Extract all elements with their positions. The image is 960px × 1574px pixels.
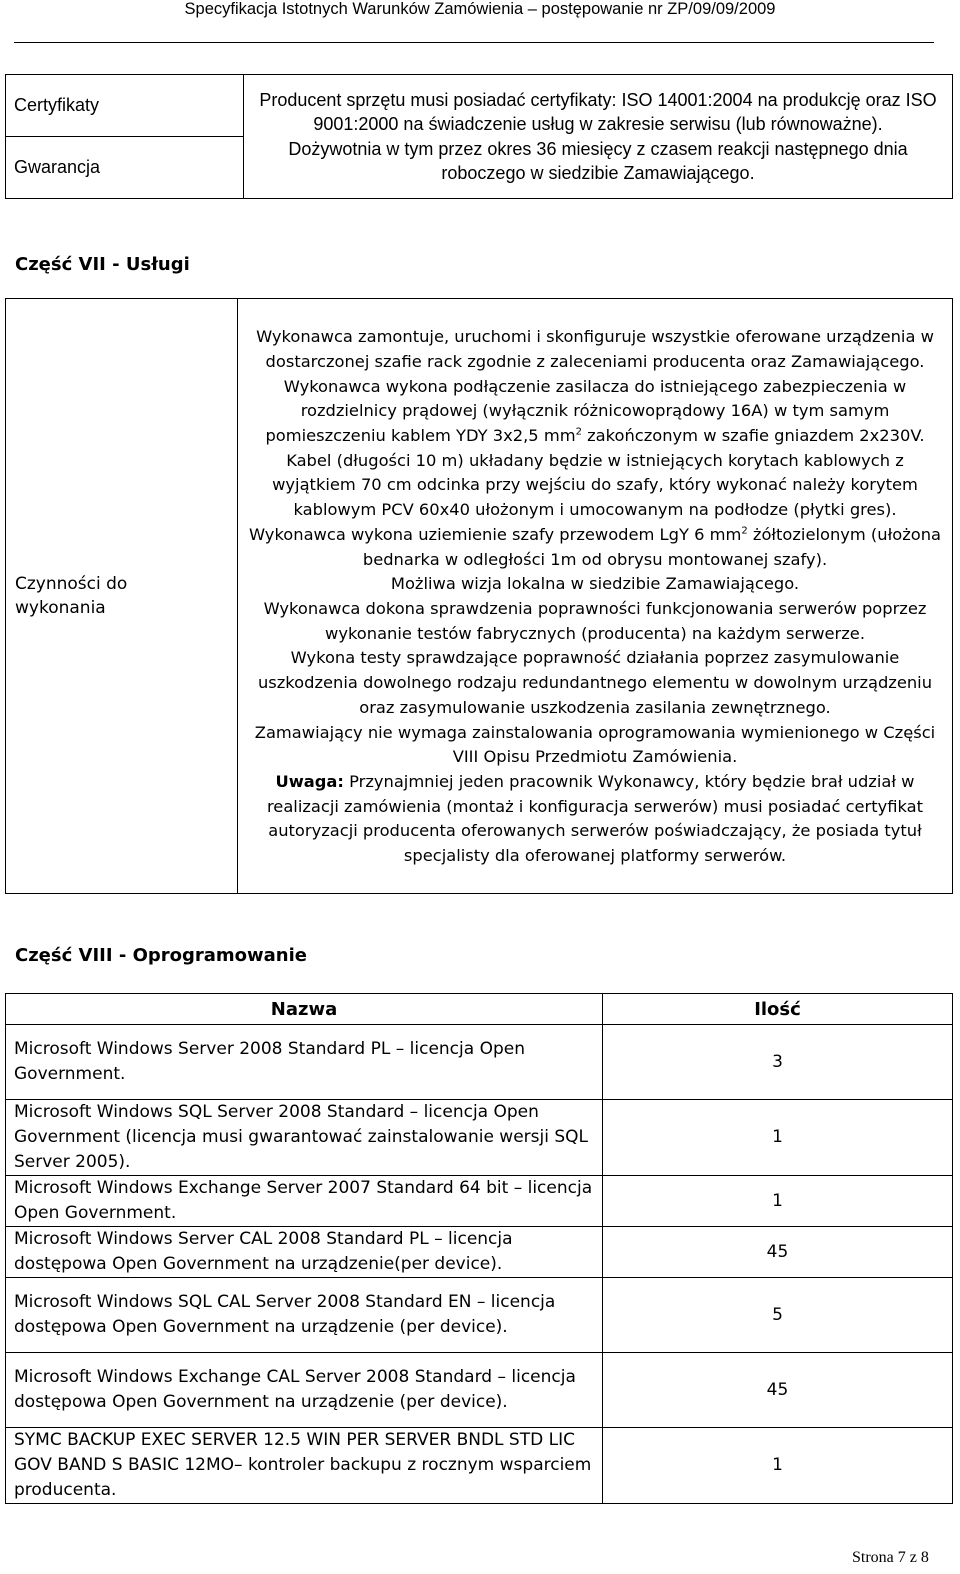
row-label-cell	[6, 299, 238, 894]
page-header: Specyfikacja Istotnych Warunków Zamówienia – postępowanie nr ZP/09/09/2009	[184, 0, 776, 18]
software-qty: 45	[603, 1227, 953, 1278]
software-qty: 3	[603, 1025, 953, 1100]
software-qty: 1	[603, 1100, 953, 1176]
row-value-cell	[238, 299, 953, 894]
column-header-qty: Ilość	[603, 994, 953, 1025]
text-run: Wykonawca wykona podłączenie zasilacza do istniejącego zabezpieczenia w rozdzielnicy prądowej (wyłącznik różnicowoprądowy 16A) w tym samym pomieszczeniu kablem YDY 3x2,5 mm	[265, 376, 907, 446]
table-row	[6, 1227, 953, 1278]
gwarancja-value: Dożywotnia w tym przez okres 36 miesięcy z czasem reakcji następnego dnia roboczego w siedzibie Zamawiającego.	[288, 138, 908, 183]
table-row	[6, 1176, 953, 1227]
software-name: Microsoft Windows Server 2008 Standard PL – licencja Open Government.	[6, 1025, 603, 1100]
software-name: SYMC BACKUP EXEC SERVER 12.5 WIN PER SERVER BNDL STD LIC GOV BAND S BASIC 12MO– kontroler backupu z rocznym wsparciem producenta.	[6, 1428, 603, 1504]
table-row	[6, 1025, 953, 1100]
certyfikaty-value: Producent sprzętu musi posiadać certyfikaty: ISO 14001:2004 na produkcję oraz ISO 9001:2000 na świadczenie usług w zakresie serwisu (lub równoważne).	[259, 89, 937, 134]
table-row	[6, 1428, 953, 1504]
software-name: Microsoft Windows Exchange Server 2007 Standard 64 bit – licencja Open Government.	[6, 1176, 603, 1227]
requirements-table	[5, 74, 953, 199]
note-label: Uwaga:	[275, 771, 344, 791]
table-row	[6, 75, 953, 137]
column-header-name: Nazwa	[6, 994, 603, 1025]
text-run: żółtozielonym (ułożona bednarka w odległości 1m od obrysu montowanej szafy).	[362, 524, 941, 569]
paragraph: Możliwa wizja lokalna w siedzibie Zamawiającego.	[390, 574, 800, 594]
table-row	[6, 1278, 953, 1353]
certyfikaty-label: Certyfikaty	[14, 95, 100, 116]
software-qty: 45	[603, 1353, 953, 1428]
header-rule	[14, 42, 934, 43]
table-header-row	[6, 994, 953, 1025]
gwarancja-label: Gwarancja	[14, 157, 101, 178]
table-row	[6, 299, 953, 894]
paragraph: Wykona testy sprawdzające poprawność działania poprzez zasymulowanie uszkodzenia dowolnego rodzaju redundantnego elementu w dowolnym urządzeniu oraz zasymulowanie uszkodzenia zasilania zewnętrznego.	[257, 648, 933, 717]
czynnosci-label: Czynności do wykonania	[15, 573, 128, 618]
section-viii-title: Część VIII - Oprogramowanie	[15, 945, 307, 966]
table-row	[6, 1353, 953, 1428]
row-label-cell	[6, 137, 244, 199]
row-label-cell	[6, 75, 244, 137]
services-table	[5, 298, 953, 894]
software-name: Microsoft Windows SQL CAL Server 2008 Standard EN – licencja dostępowa Open Government na urządzenie (per device).	[6, 1278, 603, 1353]
text-run: zakończonym w szafie gniazdem 2x230V. Kabel (długości 10 m) układany będzie w istniejących korytach kablowych z wyjątkiem 70 cm odcinka przy wejściu do szafy, który wykonać należy korytem kablowym PCV 60x40 ułożonym i umocowanym na podłodze (płytki gres). Wykonawca wykona uziemienie szafy przewodem LgY 6 mm	[249, 426, 925, 544]
software-qty: 1	[603, 1176, 953, 1227]
superscript: 2	[741, 525, 748, 537]
paragraph: Wykonawca dokona sprawdzenia poprawności funkcjonowania serwerów poprzez wykonanie testów fabrycznych (producenta) na każdym serwerze.	[263, 599, 927, 643]
row-value-cell	[244, 75, 953, 199]
superscript: 2	[575, 426, 582, 438]
table-row	[6, 1100, 953, 1176]
software-qty: 1	[603, 1428, 953, 1504]
page-number: Strona 7 z 8	[852, 1549, 929, 1566]
paragraph: Zamawiający nie wymaga zainstalowania oprogramowania wymienionego w Części VIII Opisu Przedmiotu Zamówienia.	[254, 722, 936, 767]
paragraph	[248, 375, 942, 573]
software-table	[5, 993, 953, 1504]
paragraph: Wykonawca zamontuje, uruchomi i skonfiguruje wszystkie oferowane urządzenia w dostarczonej szafie rack zgodnie z zaleceniami producenta oraz Zamawiającego.	[256, 327, 934, 371]
paragraph	[248, 770, 942, 869]
section-vii-title: Część VII - Usługi	[15, 254, 190, 275]
software-name: Microsoft Windows Exchange CAL Server 2008 Standard – licencja dostępowa Open Government na urządzenie (per device).	[6, 1353, 603, 1428]
software-qty: 5	[603, 1278, 953, 1353]
note-text: Przynajmniej jeden pracownik Wykonawcy, który będzie brał udział w realizacji zamówienia (montaż i konfiguracja serwerów) musi posiadać certyfikat autoryzacji producenta oferowanych serwerów poświadczający, że posiada tytuł specjalisty dla oferowanej platformy serwerów.	[266, 771, 924, 866]
software-name: Microsoft Windows Server CAL 2008 Standard PL – licencja dostępowa Open Government na urządzenie(per device).	[6, 1227, 603, 1278]
software-name: Microsoft Windows SQL Server 2008 Standard – licencja Open Government (licencja musi gwarantować zainstalowanie wersji SQL Server 2005).	[6, 1100, 603, 1176]
